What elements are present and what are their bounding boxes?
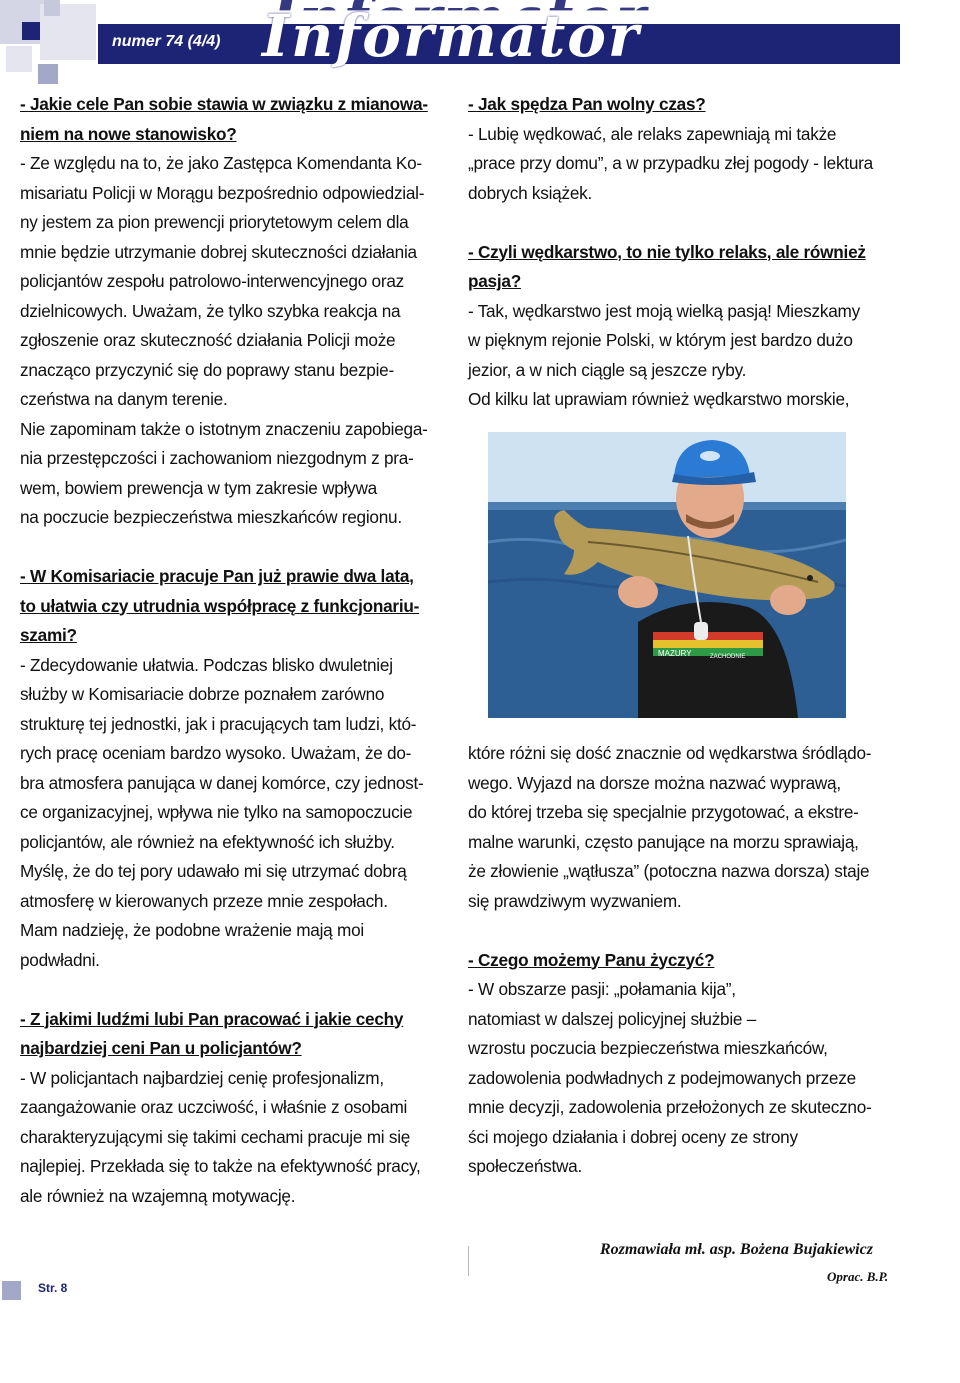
answer-line: Myślę, że do tej pory udawało mi się utrzymać dobrą bbox=[20, 861, 407, 881]
interview-question bbox=[20, 90, 440, 149]
shirt-text: ZACHODNIE bbox=[710, 654, 746, 660]
paragraph-gap bbox=[20, 975, 440, 1005]
interview-answer bbox=[20, 149, 440, 533]
answer-line: malne warunki, często panujące na morzu sprawiają, bbox=[468, 831, 859, 852]
question-line: - Z jakimi ludźmi lubi Pan pracować i jakie cechy bbox=[20, 1008, 404, 1029]
header-decor-squares bbox=[0, 0, 110, 90]
interview-question bbox=[468, 90, 898, 120]
answer-line: mnie będzie utrzymanie dobrej skuteczności działania bbox=[20, 241, 417, 262]
question-line: - W Komisariacie pracuje Pan już prawie dwa lata, bbox=[20, 566, 414, 586]
interview-question bbox=[20, 562, 440, 651]
answer-line: wego. Wyjazd na dorsze można nazwać wyprawą, bbox=[468, 772, 841, 793]
answer-line: ny jestem za pion prewencji priorytetowym celem dla bbox=[20, 212, 409, 232]
answer-line: strukturę tej jednostki, jak i pracujących tam ludzi, któ- bbox=[20, 713, 417, 734]
question-line: niem na nowe stanowisko? bbox=[20, 123, 237, 144]
question-line: - Czyli wędkarstwo, to nie tylko relaks, ale również bbox=[468, 241, 866, 262]
answer-line: wzrostu poczucia bezpieczeństwa mieszkańców, bbox=[468, 1038, 828, 1058]
answer-line: się prawdziwym wyzwaniem. bbox=[468, 890, 682, 911]
answer-line: mnie decyzji, zadowolenia przełożonych ze skuteczno- bbox=[468, 1097, 872, 1117]
shirt-text: MAZURY bbox=[658, 649, 692, 658]
answer-line: wem, bowiem prewencja w tym zakresie wpływa bbox=[20, 477, 377, 498]
issue-number: numer 74 (4/4) bbox=[112, 33, 221, 50]
answer-line: zgłoszenie oraz skuteczność działania Policji może bbox=[20, 330, 396, 350]
answer-line: policjantów zespołu patrolowo-interwencyjnego oraz bbox=[20, 271, 404, 291]
answer-line: bra atmosfera panująca w danej komórce, czy jednost- bbox=[20, 772, 424, 793]
answer-line: „prace przy domu”, a w przypadku złej pogody - lektura bbox=[468, 153, 873, 173]
answer-line: w pięknym rejonie Polski, w którym jest bardzo dużo bbox=[468, 330, 853, 350]
interview-question bbox=[20, 1005, 440, 1064]
question-line: to ułatwia czy utrudnia współpracę z funkcjonariu- bbox=[20, 595, 420, 616]
answer-line: jezior, a w nich ciągle są jeszcze ryby. bbox=[468, 359, 747, 380]
fisherman-photo bbox=[488, 432, 846, 718]
question-line: - Jak spędza Pan wolny czas? bbox=[468, 94, 706, 114]
interview-answer bbox=[20, 1064, 440, 1212]
answer-line: nia przestępczości i zachowaniom niezgodnym z pra- bbox=[20, 448, 414, 468]
decor-square bbox=[22, 22, 40, 40]
answer-line: rych pracę oceniam bardzo wysoko. Uważam, że do- bbox=[20, 743, 412, 763]
answer-line: - Tak, wędkarstwo jest moją wielką pasją! Mieszkamy bbox=[468, 300, 860, 321]
answer-line: do której trzeba się specjalnie przygotować, a ekstre- bbox=[468, 802, 859, 822]
paragraph-gap bbox=[468, 208, 898, 238]
answer-line: społeczeństwa. bbox=[468, 1156, 583, 1176]
decor-square bbox=[38, 64, 58, 84]
answer-line: atmosferę w kierowanych przeze mnie zespołach. bbox=[20, 890, 388, 911]
answer-line: misariatu Policji w Morągu bezpośrednio odpowiedzial- bbox=[20, 182, 425, 203]
answer-line: natomiast w dalszej policyjnej służbie – bbox=[468, 1008, 757, 1029]
left-column bbox=[20, 90, 440, 1211]
interview-answer bbox=[468, 975, 898, 1182]
decor-square bbox=[44, 0, 60, 16]
answer-line: - Lubię wędkować, ale relaks zapewniają mi także bbox=[468, 123, 837, 144]
answer-line: ale również na wzajemną motywację. bbox=[20, 1185, 296, 1206]
answer-line: Od kilku lat uprawiam również wędkarstwo morskie, bbox=[468, 389, 850, 409]
interviewer-signature: Rozmawiała mł. asp. Bożena Bujakiewicz bbox=[600, 1241, 873, 1258]
question-line: - Czego możemy Panu życzyć? bbox=[468, 949, 715, 970]
answer-line: służby w Komisariacie dobrze poznałem zarówno bbox=[20, 684, 385, 704]
answer-line: - Zdecydowanie ułatwia. Podczas blisko dwuletniej bbox=[20, 654, 393, 675]
decor-square bbox=[6, 46, 32, 72]
answer-line: najlepiej. Przekłada się to także na efektywność pracy, bbox=[20, 1156, 421, 1176]
answer-line: dzielnicowych. Uważam, że tylko szybka reakcja na bbox=[20, 300, 401, 321]
answer-line: podwładni. bbox=[20, 949, 100, 970]
interview-question bbox=[468, 946, 898, 976]
interview-answer bbox=[20, 651, 440, 976]
signature-divider bbox=[468, 1246, 469, 1276]
answer-line: zadowolenia podwładnych z podejmowanych przeze bbox=[468, 1067, 856, 1088]
answer-line: ce organizacyjnej, wpływa nie tylko na samopoczucie bbox=[20, 802, 413, 822]
answer-line: na poczucie bezpieczeństwa mieszkańców regionu. bbox=[20, 507, 402, 527]
question-line: - Jakie cele Pan sobie stawia w związku z mianowa- bbox=[20, 94, 428, 114]
masthead-title: Informator bbox=[262, 2, 641, 70]
answer-line: znacząco przyczynić się do poprawy stanu bezpie- bbox=[20, 359, 394, 380]
question-line: pasja? bbox=[468, 271, 521, 291]
photo-illustration bbox=[488, 432, 846, 718]
answer-line: - Ze względu na to, że jako Zastępca Komendanta Ko- bbox=[20, 153, 422, 173]
answer-line: - W policjantach najbardziej cenię profesjonalizm, bbox=[20, 1067, 384, 1088]
answer-line: charakteryzującymi się takimi cechami pracuje mi się bbox=[20, 1126, 411, 1147]
answer-line: które różni się dość znacznie od wędkarstwa śródlądo- bbox=[468, 743, 872, 763]
interview-question bbox=[468, 238, 898, 297]
answer-line: Nie zapominam także o istotnym znaczeniu zapobiega- bbox=[20, 418, 428, 439]
right-column-bottom bbox=[468, 739, 898, 1182]
right-column-top bbox=[468, 90, 898, 415]
answer-line: zaangażowanie oraz uczciwość, i właśnie z osobami bbox=[20, 1097, 408, 1117]
interview-answer bbox=[468, 120, 898, 209]
answer-line: ści mojego działania i dobrej oceny ze strony bbox=[468, 1126, 798, 1147]
answer-line: Mam nadzieję, że podobne wrażenie mają moi bbox=[20, 920, 364, 940]
page-number: Str. 8 bbox=[38, 1281, 68, 1295]
answer-line: dobrych książek. bbox=[468, 182, 593, 203]
answer-line: - W obszarze pasji: „połamania kija”, bbox=[468, 979, 736, 999]
answer-line: że złowienie „wątłusza” (potoczna nazwa dorsza) staje bbox=[468, 861, 870, 881]
interview-answer bbox=[468, 297, 898, 415]
interview-answer bbox=[468, 739, 898, 916]
question-line: najbardziej ceni Pan u policjantów? bbox=[20, 1038, 302, 1058]
paragraph-gap bbox=[20, 533, 440, 563]
answer-line: policjantów, ale również na efektywność ich służby. bbox=[20, 831, 395, 852]
question-line: szami? bbox=[20, 625, 77, 645]
answer-line: czeństwa na danym terenie. bbox=[20, 389, 228, 409]
paragraph-gap bbox=[468, 916, 898, 946]
footer-square bbox=[2, 1281, 21, 1300]
prepared-by: Oprac. B.P. bbox=[827, 1269, 889, 1284]
